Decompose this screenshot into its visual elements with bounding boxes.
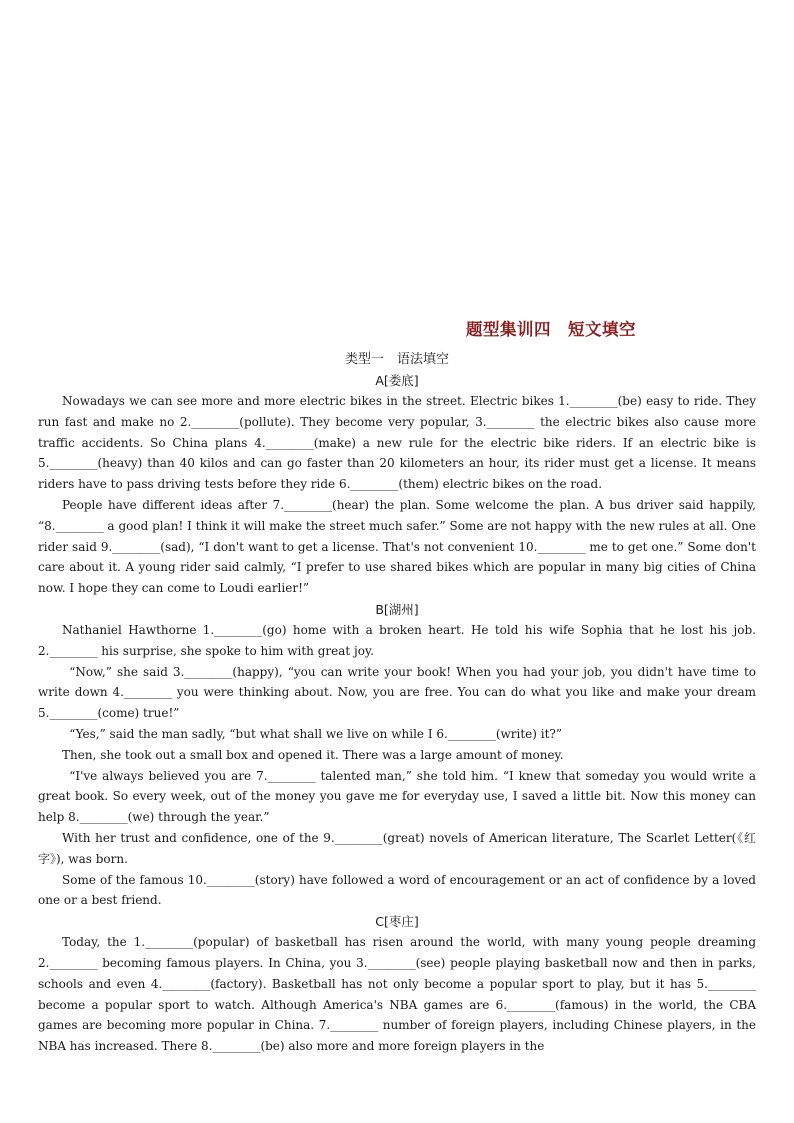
section-b-paragraph: Nathaniel Hawthorne 1.________(go) home with a broken heart. He told his wife Sophia that he lost his job. 2.________ his surprise, she spoke to him with great joy. bbox=[38, 622, 756, 658]
section-b-paragraph: With her trust and confidence, one of the 9.________(great) novels of American literature, The Scarlet Letter(《红字》), was born. bbox=[38, 830, 756, 866]
section-b-paragraph: Then, she took out a small box and opened it. There was a large amount of money. bbox=[62, 747, 564, 762]
section-a-title: A[娄底] bbox=[375, 373, 419, 388]
section-c-title: C[枣庄] bbox=[375, 914, 419, 930]
type-title: 类型一 语法填空 bbox=[344, 352, 449, 367]
section-b-paragraph: Some of the famous 10.________(story) have followed a word of encouragement or an act of confidence by a loved one or a best friend. bbox=[38, 872, 756, 908]
section-b-paragraph: “Yes,” said the man sadly, “but what shall we live on while I 6.________(write) it?” bbox=[69, 726, 562, 741]
page-title: 题型集训四 短文填空 bbox=[466, 320, 636, 339]
section-a-paragraph: Nowadays we can see more and more electric bikes in the street. Electric bikes 1.________(be) easy to ride. They run fast and make no 2.________(pollute). They become very popular, 3.________ the electric bikes also cause more traffic accidents. So China plans 4.________(make) a new rule for the electric bike riders. If an electric bike is 5.________(heavy) than 40 kilos and can go faster than 20 kilometers an hour, its rider must get a license. It means riders have to pass driving tests before they ride 6.________(them) electric bikes on the road. bbox=[38, 394, 756, 492]
section-c-paragraph: Today, the 1.________(popular) of basketball has risen around the world, with many young people dreaming 2.________ becoming famous players. In China, you 3.________(see) people playing basketball now and then in parks, schools and even 4.________(factory). Basketball has not only become a popular sport to play, but it has 5.________ become a popular sport to watch. Although America's NBA games are 6.________(famous) in the world, the CBA games are becoming more popular in China. 7.________ number of foreign players, including Chinese players, in the NBA has increased. There 8.________(be) also more and more foreign players in the bbox=[38, 935, 756, 1054]
section-a-paragraph: People have different ideas after 7.________(hear) the plan. Some welcome the plan. A bus driver said happily, “8.________ a good plan! I think it will make the street much safer.” Some are not happy with the new rules at all. One rider said 9.________(sad), “I don't want to get a license. That's not convenient 10.________ me to get one.” Some don't care about it. A young rider said calmly, “I prefer to use shared bikes which are popular in many big cities of China now. I hope they can come to Loudi earlier!” bbox=[38, 497, 756, 596]
section-b-title: B[湖州] bbox=[375, 601, 419, 617]
document-body bbox=[38, 318, 756, 1057]
section-b-paragraph: “I've always believed you are 7.________ talented man,” she told him. “I knew that someday you would write a great book. So every week, out of the money you gave me for everyday use, I saved a little bit. Now this money can help 8.________(we) through the year.” bbox=[38, 768, 756, 825]
section-b-paragraph: “Now,” she said 3.________(happy), “you can write your book! When you had your job, you didn't have time to write down 4.________ you were thinking about. Now, you are free. You can do what you like and make your dream 5.________(come) true!” bbox=[38, 664, 756, 721]
